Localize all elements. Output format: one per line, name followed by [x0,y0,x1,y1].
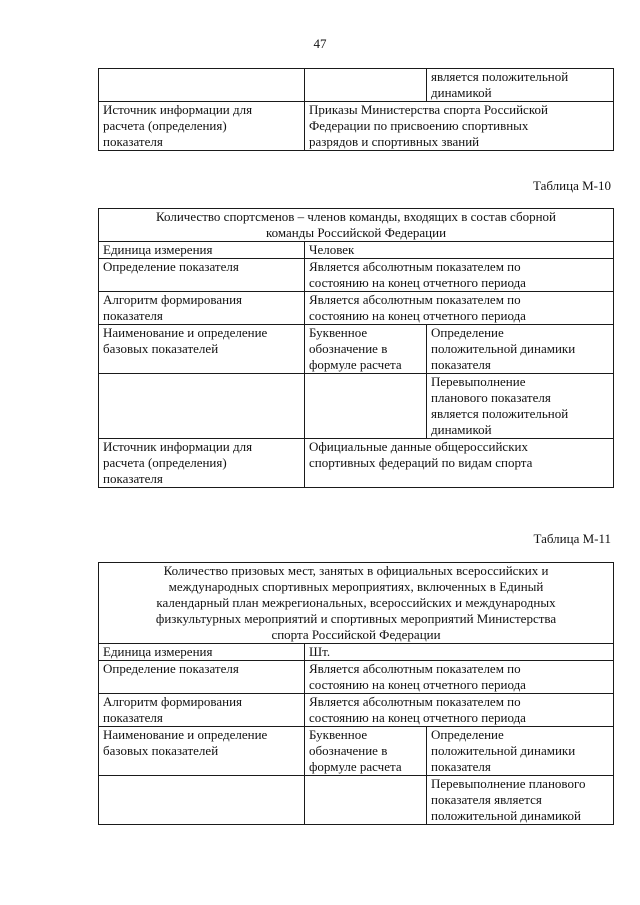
text-line: спортивных федераций по видам спорта [309,455,533,470]
source-label-cell [99,102,305,151]
table-m11 [98,562,614,825]
text-line: Источник информации для [103,102,253,117]
text-line: показателя является [431,792,542,807]
text-line: Приказы Министерства спорта Российской [309,102,548,117]
table-title-cell [99,563,614,644]
algorithm-label-cell [99,694,305,727]
algorithm-value-cell [305,694,614,727]
unit-label-cell: Единица измерения [99,644,305,661]
algorithm-value-cell [305,292,614,325]
unit-value-cell: Шт. [305,644,614,661]
text-line: показателя [103,308,163,323]
text-line: состоянию на конец отчетного периода [309,308,526,323]
empty-cell [99,374,305,439]
table-m10 [98,208,614,488]
text-line: физкультурных мероприятий и спортивных мероприятий Министерства [155,611,557,626]
text-line: положительной динамикой [431,808,582,823]
text-line: Количество спортсменов – членов команды, входящих в состав сборной [156,209,556,224]
positive-dynamics-cell [427,325,614,374]
table-row [99,563,614,644]
table-row [99,102,614,151]
text-line: является положительной [431,406,569,421]
definition-label-cell: Определение показателя [99,661,305,694]
source-value-cell [305,439,614,488]
base-label-cell [99,727,305,776]
table-row [99,727,614,776]
overfulfilment-cell [427,776,614,825]
text-line: Алгоритм формирования [103,292,243,307]
text-line: международных спортивных мероприятиях, включенных в Единый [168,579,544,594]
text-line: Является абсолютным показателем по [309,694,521,709]
text-line: динамикой [431,422,492,437]
definition-value-cell [305,259,614,292]
table-row [99,292,614,325]
source-value-cell [305,102,614,151]
text-line: показателя [431,357,491,372]
text-line: Источник информации для [103,439,253,454]
text-line: разрядов и спортивных званий [309,134,480,149]
text-line: Количество призовых мест, занятых в официальных всероссийских и [163,563,549,578]
text-line: показателя [431,759,491,774]
table-row [99,694,614,727]
text-line: Перевыполнение [431,374,526,389]
text-line: формуле расчета [309,759,402,774]
text-line: состоянию на конец отчетного периода [309,710,526,725]
text-line: Является абсолютным показателем по [309,661,521,676]
empty-cell [305,374,427,439]
text-line: Перевыполнение планового [431,776,586,791]
text-line: базовых показателей [103,341,219,356]
text-line: показателя [103,710,163,725]
positive-dynamics-cell [427,727,614,776]
continuation-cell [427,69,614,102]
source-label-cell [99,439,305,488]
text-line: спорта Российской Федерации [271,627,441,642]
table-row [99,661,614,694]
empty-cell [305,776,427,825]
overfulfilment-cell [427,374,614,439]
text-line: Буквенное [309,325,368,340]
table-row [99,644,614,661]
table-row [99,325,614,374]
table-title-cell [99,209,614,242]
text-line: Является абсолютным показателем по [309,259,521,274]
text-line: расчета (определения) [103,118,227,133]
table-row [99,776,614,825]
table-row [99,439,614,488]
table-row [99,69,614,102]
text-line: команды Российской Федерации [265,225,447,240]
text-line: Буквенное [309,727,368,742]
table-row [99,242,614,259]
text-line: состоянию на конец отчетного периода [309,677,526,692]
letter-designation-cell [305,727,427,776]
text-line: состоянию на конец отчетного периода [309,275,526,290]
text-line: Федерации по присвоению спортивных [309,118,529,133]
unit-value-cell: Человек [305,242,614,259]
text-line: обозначение в [309,743,388,758]
text-line: Определение [431,325,504,340]
empty-cell [99,776,305,825]
text-line: расчета (определения) [103,455,227,470]
text-line: Является абсолютным показателем по [309,292,521,307]
text-line: календарный план межрегиональных, всероссийских и международных [156,595,556,610]
text-line: базовых показателей [103,743,219,758]
text-line: является положительной [431,69,569,84]
text-line: показателя [103,471,163,486]
text-line: Определение [431,727,504,742]
text-line: планового показателя [431,390,551,405]
unit-label-cell: Единица измерения [99,242,305,259]
text-line: динамикой [431,85,492,100]
empty-cell [305,69,427,102]
table-row [99,374,614,439]
definition-value-cell [305,661,614,694]
text-line: Официальные данные общероссийских [309,439,528,454]
definition-label-cell: Определение показателя [99,259,305,292]
table-m10-caption: Таблица М-10 [533,178,611,193]
text-line: Наименование и определение [103,727,268,742]
letter-designation-cell [305,325,427,374]
table-row [99,209,614,242]
text-line: обозначение в [309,341,388,356]
text-line: Алгоритм формирования [103,694,243,709]
algorithm-label-cell [99,292,305,325]
table-row [99,259,614,292]
text-line: формуле расчета [309,357,402,372]
page-number: 47 [313,36,327,51]
text-line: показателя [103,134,163,149]
table-m11-caption: Таблица М-11 [533,531,611,546]
text-line: Наименование и определение [103,325,268,340]
base-label-cell [99,325,305,374]
table-continuation [98,68,614,151]
text-line: положительной динамики [431,341,576,356]
text-line: положительной динамики [431,743,576,758]
empty-cell [99,69,305,102]
